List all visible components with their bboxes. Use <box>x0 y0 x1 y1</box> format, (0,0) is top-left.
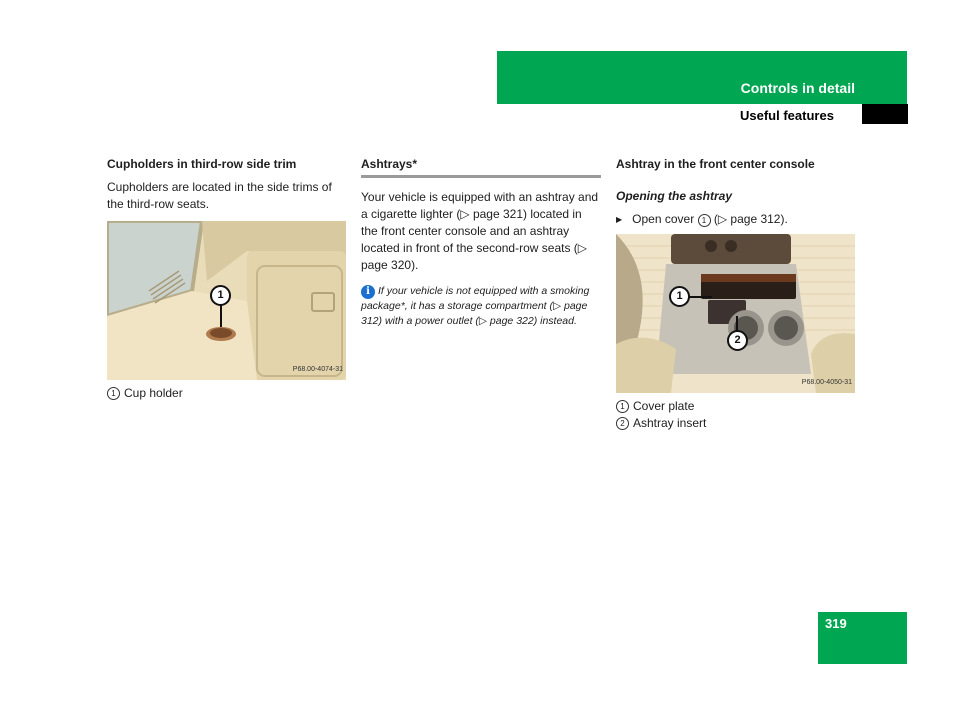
console-photo <box>616 234 855 393</box>
legend-item <box>616 415 856 432</box>
legend-label: Cover plate <box>633 399 695 413</box>
legend-item <box>107 385 347 402</box>
callout-1: 1 <box>210 285 231 306</box>
cupholders-body: Cupholders are located in the side trims of the third-row seats. <box>107 180 332 211</box>
page-ref-link[interactable]: ▷ page 320 <box>361 241 588 272</box>
callout-2: 2 <box>727 330 748 351</box>
page-number: 319 <box>825 616 847 631</box>
legend-number: 2 <box>616 417 629 430</box>
callout-1: 1 <box>669 286 690 307</box>
column-front-ashtray <box>616 156 856 432</box>
section-tab-marker <box>862 104 908 124</box>
column-ashtrays <box>361 156 601 329</box>
header-banner <box>497 51 907 104</box>
photo-code: P68.00-4050-31 <box>801 379 852 386</box>
ashtrays-body <box>361 189 601 274</box>
section-title: Controls in detail <box>740 80 855 96</box>
page-ref-link[interactable]: ▷ page 322 <box>478 315 534 327</box>
instruction-step <box>616 211 856 228</box>
legend-number: 1 <box>107 387 120 400</box>
legend-number: 1 <box>616 400 629 413</box>
body-text: ). <box>411 258 419 272</box>
page-ref-link[interactable]: ▷ page 312 <box>361 300 588 327</box>
legend-label: Ashtray insert <box>633 416 707 430</box>
ashtrays-heading: Ashtrays* <box>361 156 601 178</box>
body-text: Your vehicle is equipped with an ashtray and a cigarette lighter ( <box>361 190 599 221</box>
cupholder-photo <box>107 221 346 380</box>
column-cupholders <box>107 156 347 402</box>
front-ashtray-heading: Ashtray in the front center console <box>616 157 815 171</box>
subsection-title: Useful features <box>740 108 834 123</box>
legend-label: Cup holder <box>124 386 183 400</box>
cupholders-heading: Cupholders in third-row side trim <box>107 157 297 171</box>
photo-code: P68.00-4074-31 <box>292 366 343 373</box>
step-text <box>632 211 788 228</box>
console-photo-image <box>616 234 855 393</box>
note-text: ) instead. <box>533 315 577 327</box>
note-text: ) with a power outlet ( <box>378 315 479 327</box>
info-icon: i <box>361 285 375 299</box>
note-text: If your vehicle is not equipped with a smoking package*, it has a storage compartment ( <box>361 285 590 312</box>
opening-ashtray-subheading: Opening the ashtray <box>616 189 733 203</box>
page-ref-link[interactable]: (▷ page 312). <box>710 212 788 226</box>
inline-callout-number: 1 <box>698 214 711 227</box>
info-note <box>361 284 601 329</box>
step-bullet-icon: ▶ <box>616 215 623 224</box>
page-number-box <box>818 612 907 664</box>
legend-item <box>616 398 856 415</box>
step-text-part: Open cover <box>632 212 698 226</box>
body-text: ) located in the front center console and an ashtray located in front of the second-row seats ( <box>361 207 582 255</box>
page-ref-link[interactable]: ▷ page 321 <box>460 207 524 221</box>
